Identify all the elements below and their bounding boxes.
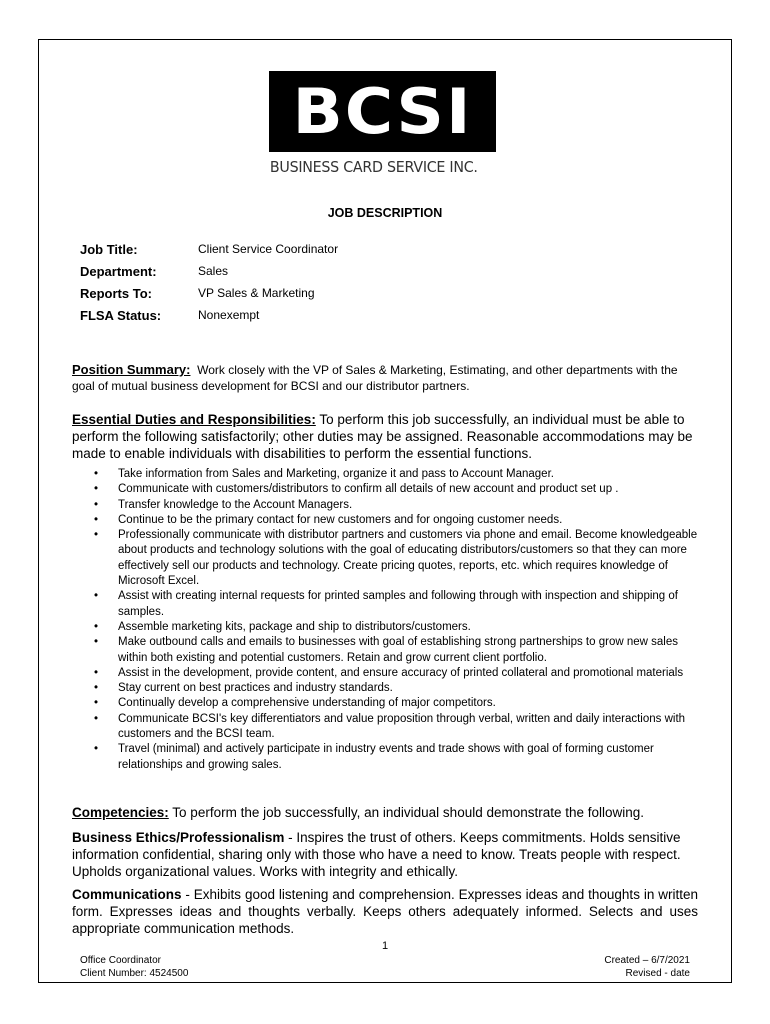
meta-label: FLSA Status:	[80, 308, 162, 323]
footer-created-date: Created – 6/7/2021	[604, 955, 690, 966]
duties-list	[92, 467, 702, 773]
footer-left	[80, 954, 188, 980]
list-item: • Communicate with customers/distributors to confirm all details of new account and product set up .	[92, 482, 702, 497]
list-item: • Assemble marketing kits, package and ship to distributors/customers.	[92, 620, 702, 635]
business-ethics-label: Business Ethics/Professionalism	[72, 830, 285, 845]
position-summary	[72, 362, 698, 394]
footer-right	[604, 954, 690, 980]
company-logo	[269, 71, 496, 152]
document-title: JOB DESCRIPTION	[327, 206, 443, 220]
list-item: • Travel (minimal) and actively participate in industry events and trade shows with goal of forming customer relationships and growing sales.	[92, 742, 702, 773]
footer-revised-date: Revised - date	[625, 968, 690, 979]
essential-duties	[72, 411, 698, 462]
list-item: • Stay current on best practices and industry standards.	[92, 681, 702, 696]
communications-text: - Exhibits good listening and comprehension. Expresses ideas and thoughts in written form. Expresses ideas and thoughts verbally. Keeps others adequately informed. Selects and uses appropriate communication methods.	[72, 887, 698, 936]
essential-duties-heading: Essential Duties and Responsibilities:	[72, 412, 316, 427]
list-item: • Assist with creating internal requests for printed samples and following through with inspection and shipping of samples.	[92, 589, 702, 620]
position-summary-heading: Position Summary:	[72, 362, 191, 377]
list-item: • Communicate BCSI's key differentiators and value proposition through verbal, written and daily interactions with customers and the BCSI team.	[92, 712, 702, 743]
position-summary-text: Work closely with the VP of Sales & Marketing, Estimating, and other departments with the goal of mutual business development for BCSI and our distributor partners.	[72, 363, 678, 393]
footer-document-name: Office Coordinator	[80, 955, 161, 966]
list-item: • Make outbound calls and emails to businesses with goal of establishing strong partnerships to grow new sales within both existing and potential customers. Retain and grow current client portfolio.	[92, 635, 702, 666]
meta-label: Reports To:	[80, 286, 152, 301]
logo-mark: BCSI	[292, 74, 473, 148]
list-item: • Assist in the development, provide content, and ensure accuracy of printed collateral and promotional materials	[92, 666, 702, 681]
page-number: 1	[381, 940, 389, 952]
list-item: • Take information from Sales and Marketing, organize it and pass to Account Manager.	[92, 467, 702, 482]
meta-label: Department:	[80, 264, 157, 279]
competencies	[72, 804, 698, 821]
meta-label: Job Title:	[80, 242, 138, 257]
competencies-intro: To perform the job successfully, an individual should demonstrate the following.	[172, 805, 645, 820]
list-item: • Professionally communicate with distributor partners and customers via phone and email. Become knowledgeable about products and technology solutions with the goal of educating distributors/customers so that they can more effectively sell our products and technology. Create pricing quotes, reports, etc. which requires knowledge of Microsoft Excel.	[92, 528, 702, 589]
meta-value: VP Sales & Marketing	[198, 286, 315, 300]
meta-value: Client Service Coordinator	[198, 242, 339, 256]
meta-value: Nonexempt	[198, 308, 260, 322]
list-item: • Continually develop a comprehensive understanding of major competitors.	[92, 696, 702, 711]
list-item: • Continue to be the primary contact for new customers and for ongoing customer needs.	[92, 513, 702, 528]
business-ethics-text: - Inspires the trust of others. Keeps commitments. Holds sensitive information confidential, sharing only with those who have a need to know. Treats people with respect. Upholds organizational values. Works with integrity and ethically.	[72, 830, 681, 879]
competencies-heading: Competencies:	[72, 805, 169, 820]
meta-value: Sales	[198, 264, 229, 278]
essential-duties-intro: To perform this job successfully, an individual must be able to perform the following satisfactorily; other duties may be assigned. Reasonable accommodations may be made to enable individuals with disabilities to perform the essential functions.	[72, 412, 693, 461]
communications-label: Communications	[72, 887, 182, 902]
list-item: • Transfer knowledge to the Account Managers.	[92, 498, 702, 513]
footer-client-number: Client Number: 4524500	[80, 968, 189, 979]
company-name: BUSINESS CARD SERVICE INC.	[269, 158, 478, 176]
business-ethics	[72, 829, 698, 880]
communications	[72, 886, 698, 937]
